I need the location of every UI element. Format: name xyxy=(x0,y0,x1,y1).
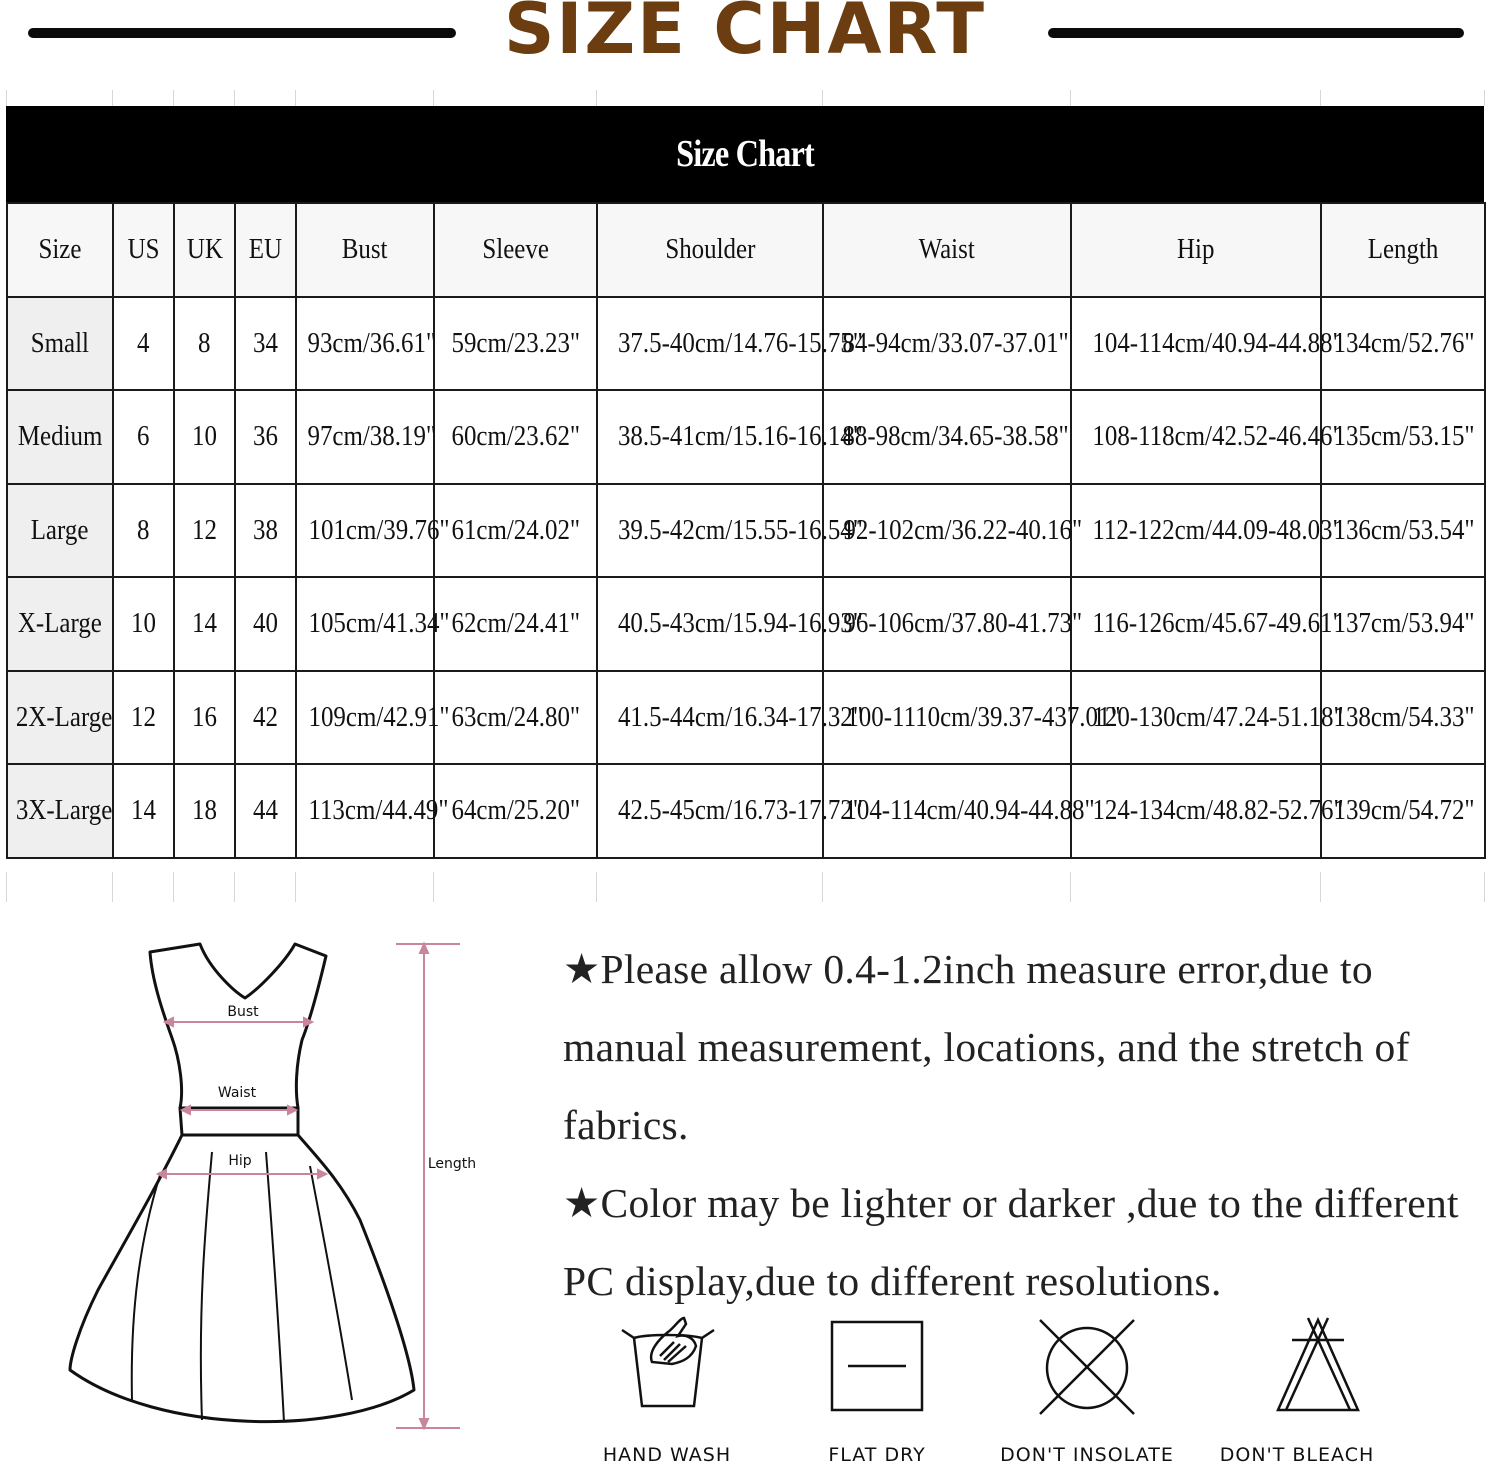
table-cell: 42 xyxy=(235,671,296,765)
table-row xyxy=(7,577,1485,671)
table-cell: 12 xyxy=(113,671,174,765)
table-cell: 88-98cm/34.65-38.58" xyxy=(823,390,1071,484)
care-flat-dry xyxy=(782,1310,972,1466)
table-cell: 10 xyxy=(113,577,174,671)
table-cell: 63cm/24.80" xyxy=(434,671,597,765)
guide-line xyxy=(433,872,434,902)
table-cell: 34 xyxy=(235,297,296,391)
col-header: Waist xyxy=(823,203,1071,297)
size-table-container xyxy=(6,106,1484,872)
care-dont-bleach xyxy=(1202,1310,1392,1466)
waist-label: Waist xyxy=(217,1085,257,1101)
table-cell: 104-114cm/40.94-44.88" xyxy=(823,764,1071,858)
guide-line xyxy=(596,90,597,106)
table-title-text: Size Chart xyxy=(676,133,814,175)
table-cell: 136cm/53.54" xyxy=(1321,484,1485,578)
table-cell: 97cm/38.19" xyxy=(296,390,434,484)
size-name-cell: Medium xyxy=(7,390,113,484)
guide-line xyxy=(6,90,7,106)
col-header: Sleeve xyxy=(434,203,597,297)
guide-line xyxy=(295,90,296,106)
guide-line xyxy=(433,90,434,106)
table-header-row xyxy=(7,203,1485,297)
table-cell: 41.5-44cm/16.34-17.32" xyxy=(597,671,823,765)
table-cell: 12 xyxy=(174,484,235,578)
guide-line xyxy=(822,90,823,106)
dont-insolate-icon xyxy=(1022,1310,1152,1420)
table-cell: 104-114cm/40.94-44.88" xyxy=(1071,297,1321,391)
size-table xyxy=(6,202,1486,859)
table-cell: 113cm/44.49" xyxy=(296,764,434,858)
guide-line xyxy=(234,872,235,902)
guide-line xyxy=(112,90,113,106)
guide-line xyxy=(1320,872,1321,902)
table-row xyxy=(7,390,1485,484)
table-cell: 112-122cm/44.09-48.03" xyxy=(1071,484,1321,578)
table-cell: 61cm/24.02" xyxy=(434,484,597,578)
table-cell: 59cm/23.23" xyxy=(434,297,597,391)
table-cell: 135cm/53.15" xyxy=(1321,390,1485,484)
col-header: Size xyxy=(7,203,113,297)
guide-line xyxy=(6,872,7,902)
table-cell: 100-1110cm/39.37-437.01" xyxy=(823,671,1071,765)
table-cell: 37.5-40cm/14.76-15.75" xyxy=(597,297,823,391)
table-cell: 124-134cm/48.82-52.76" xyxy=(1071,764,1321,858)
guide-line xyxy=(112,872,113,902)
table-cell: 92-102cm/36.22-40.16" xyxy=(823,484,1071,578)
table-cell: 18 xyxy=(174,764,235,858)
note-color-difference: ★Color may be lighter or darker ,due to the different PC display,due to different resolutions. xyxy=(563,1180,1459,1304)
table-cell: 108-118cm/42.52-46.46" xyxy=(1071,390,1321,484)
note-measure-error: ★Please allow 0.4-1.2inch measure error,due to manual measurement, locations, and the stretch of fabrics. xyxy=(563,946,1410,1148)
hip-label: Hip xyxy=(228,1153,252,1169)
guide-line xyxy=(1484,872,1485,902)
table-cell: 109cm/42.91" xyxy=(296,671,434,765)
table-cell: 8 xyxy=(174,297,235,391)
table-cell: 36 xyxy=(235,390,296,484)
care-hand-wash xyxy=(572,1310,762,1466)
guide-line xyxy=(1320,90,1321,106)
dress-icon xyxy=(40,930,510,1440)
table-cell: 8 xyxy=(113,484,174,578)
col-header: Shoulder xyxy=(597,203,823,297)
dont-bleach-label: DON'T BLEACH xyxy=(1219,1444,1375,1466)
table-cell: 14 xyxy=(113,764,174,858)
flat-dry-icon xyxy=(812,1310,942,1420)
table-cell: 40.5-43cm/15.94-16.93" xyxy=(597,577,823,671)
col-header: Length xyxy=(1321,203,1485,297)
size-name-cell: Large xyxy=(7,484,113,578)
length-label: Length xyxy=(427,1156,477,1172)
table-cell: 14 xyxy=(174,577,235,671)
table-cell: 93cm/36.61" xyxy=(296,297,434,391)
guide-line xyxy=(596,872,597,902)
table-title xyxy=(6,106,1484,202)
table-cell: 38 xyxy=(235,484,296,578)
table-row xyxy=(7,297,1485,391)
hand-wash-label: HAND WASH xyxy=(602,1444,732,1466)
guide-line xyxy=(173,872,174,902)
table-cell: 64cm/25.20" xyxy=(434,764,597,858)
col-header: US xyxy=(113,203,174,297)
table-cell: 120-130cm/47.24-51.18" xyxy=(1071,671,1321,765)
size-name-cell: 3X-Large xyxy=(7,764,113,858)
table-cell: 134cm/52.76" xyxy=(1321,297,1485,391)
table-row xyxy=(7,671,1485,765)
table-cell: 138cm/54.33" xyxy=(1321,671,1485,765)
table-cell: 44 xyxy=(235,764,296,858)
guide-line xyxy=(173,90,174,106)
table-cell: 116-126cm/45.67-49.61" xyxy=(1071,577,1321,671)
table-cell: 4 xyxy=(113,297,174,391)
table-cell: 101cm/39.76" xyxy=(296,484,434,578)
guide-line xyxy=(822,872,823,902)
table-cell: 60cm/23.62" xyxy=(434,390,597,484)
table-cell: 84-94cm/33.07-37.01" xyxy=(823,297,1071,391)
dont-insolate-label: DON'T INSOLATE xyxy=(1000,1444,1174,1466)
table-cell: 96-106cm/37.80-41.73" xyxy=(823,577,1071,671)
table-cell: 137cm/53.94" xyxy=(1321,577,1485,671)
dress-measurement-diagram xyxy=(40,930,510,1440)
bust-label: Bust xyxy=(227,1004,259,1020)
table-cell: 105cm/41.34" xyxy=(296,577,434,671)
col-header: EU xyxy=(235,203,296,297)
guide-line xyxy=(234,90,235,106)
table-cell: 10 xyxy=(174,390,235,484)
table-cell: 139cm/54.72" xyxy=(1321,764,1485,858)
guide-line xyxy=(1070,872,1071,902)
flat-dry-label: FLAT DRY xyxy=(828,1444,926,1466)
table-cell: 40 xyxy=(235,577,296,671)
care-dont-insolate xyxy=(992,1310,1182,1466)
col-header: Bust xyxy=(296,203,434,297)
size-name-cell: X-Large xyxy=(7,577,113,671)
guide-line xyxy=(1070,90,1071,106)
col-header: Hip xyxy=(1071,203,1321,297)
page-title: SIZE CHART xyxy=(503,0,987,70)
title-rule-right xyxy=(1048,28,1464,38)
measurement-notes xyxy=(563,930,1463,1320)
table-cell: 62cm/24.41" xyxy=(434,577,597,671)
guide-line xyxy=(1484,90,1485,106)
guide-line xyxy=(295,872,296,902)
table-cell: 16 xyxy=(174,671,235,765)
table-row xyxy=(7,484,1485,578)
table-cell: 38.5-41cm/15.16-16.14" xyxy=(597,390,823,484)
table-cell: 42.5-45cm/16.73-17.72" xyxy=(597,764,823,858)
size-name-cell: Small xyxy=(7,297,113,391)
hand-wash-icon xyxy=(602,1310,732,1420)
dont-bleach-icon xyxy=(1232,1310,1362,1420)
table-cell: 39.5-42cm/15.55-16.54" xyxy=(597,484,823,578)
table-row xyxy=(7,764,1485,858)
col-header: UK xyxy=(174,203,235,297)
size-name-cell: 2X-Large xyxy=(7,671,113,765)
table-cell: 6 xyxy=(113,390,174,484)
